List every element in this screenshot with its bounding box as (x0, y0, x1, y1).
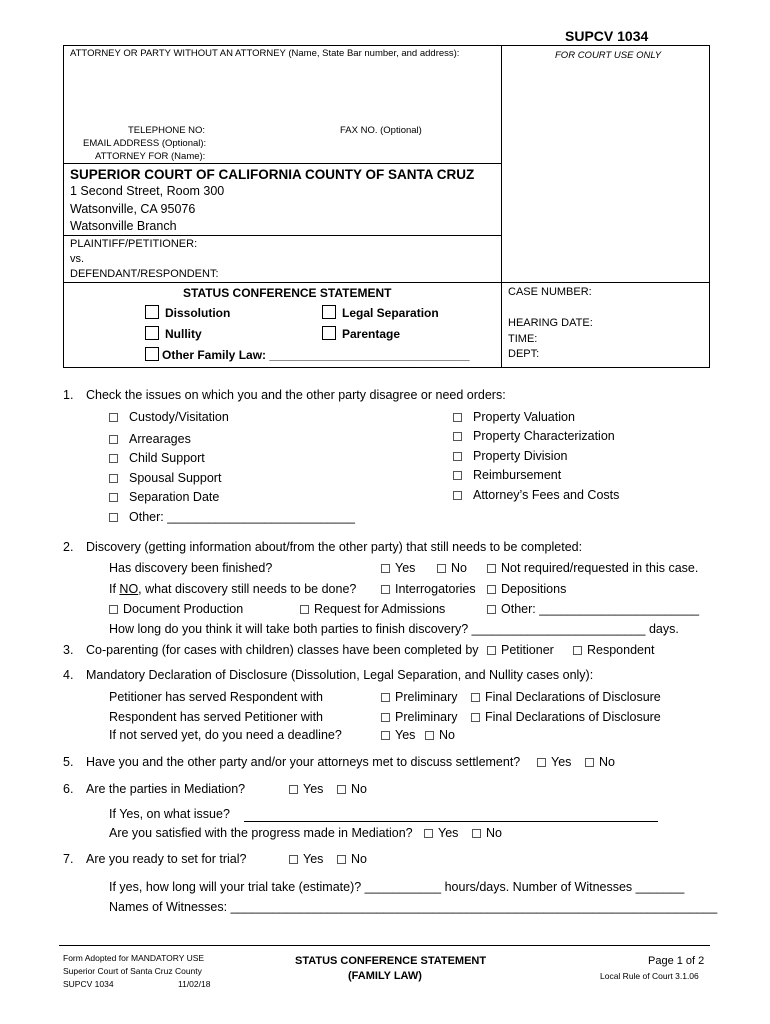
q4-resp-served: Respondent has served Petitioner with (109, 710, 324, 724)
no-label: No (351, 782, 367, 796)
checkbox-icon (487, 564, 496, 573)
no-label: No (599, 755, 615, 769)
checkbox-icon (289, 855, 298, 864)
frame-bottom (63, 367, 710, 368)
q4-number: 4. (63, 668, 74, 682)
footer-rule: Local Rule of Court 3.1.06 (600, 971, 699, 981)
parties-divider (63, 282, 710, 283)
q1-option-property-characterization[interactable] (453, 429, 615, 443)
checkbox-icon (537, 758, 546, 767)
q2-admissions[interactable] (300, 602, 445, 616)
q7-yes[interactable] (289, 852, 323, 866)
defendant-label: DEFENDANT/RESPONDENT: (70, 268, 219, 280)
q7-no[interactable] (337, 852, 367, 866)
q1-option-label: Attorney’s Fees and Costs (473, 488, 620, 502)
yes-label: Yes (551, 755, 572, 769)
q1-text: Check the issues on which you and the other party disagree or need orders: (86, 388, 506, 402)
checkbox-icon (337, 855, 346, 864)
court-branch: Watsonville Branch (70, 219, 177, 233)
checkbox-icon (471, 693, 480, 702)
checkbox-icon (381, 585, 390, 594)
q1-option-arrearages[interactable] (109, 432, 191, 446)
checkbox-icon (381, 564, 390, 573)
q3-number: 3. (63, 643, 74, 657)
yes-label: Yes (303, 852, 324, 866)
case-number-label[interactable]: CASE NUMBER: (508, 286, 592, 298)
frame-divider (501, 45, 502, 367)
q4-resp-final[interactable] (471, 710, 661, 724)
footer-form-id: SUPCV 1034 (63, 979, 114, 989)
no-label: No (351, 852, 367, 866)
footer-court: Superior Court of Santa Cruz County (63, 966, 202, 976)
dissolution-label: Dissolution (165, 306, 231, 320)
q1-option-property-division[interactable] (453, 449, 567, 463)
q6-issue-label: If Yes, on what issue? (109, 807, 230, 821)
checkbox-icon (453, 432, 462, 441)
court-use-label: FOR COURT USE ONLY (555, 50, 662, 61)
yes-label: Yes (438, 826, 459, 840)
legal-separation-label: Legal Separation (342, 306, 439, 320)
frame-top (63, 45, 710, 46)
checkbox-icon (487, 585, 496, 594)
checkbox-icon (487, 646, 496, 655)
q1-option-separation-date[interactable] (109, 490, 219, 504)
footer-divider (59, 945, 710, 946)
statement-title: STATUS CONFERENCE STATEMENT (183, 286, 392, 300)
checkbox-icon (300, 605, 309, 614)
q2-if-no-prefix: If (109, 582, 120, 596)
respondent-label: Respondent (587, 643, 655, 657)
final-label: Final Declarations of Disclosure (485, 690, 661, 704)
q5-text: Have you and the other party and/or your attorneys met to discuss settlement? (86, 755, 521, 769)
q5-number: 5. (63, 755, 74, 769)
preliminary-label: Preliminary (395, 690, 458, 704)
nullity-label: Nullity (165, 327, 202, 341)
q1-option-custody[interactable] (109, 410, 229, 424)
checkbox-icon (585, 758, 594, 767)
q4-pet-served: Petitioner has served Respondent with (109, 690, 324, 704)
q2-interrogatories[interactable] (381, 582, 476, 596)
q7-number: 7. (63, 852, 74, 866)
no-label: No (486, 826, 502, 840)
other-label: Other: _______________________ (501, 602, 700, 616)
form-id: SUPCV 1034 (565, 28, 649, 44)
parentage-label: Parentage (342, 327, 401, 341)
depositions-label: Depositions (501, 582, 567, 596)
checkbox-icon (381, 731, 390, 740)
q6-text: Are the parties in Mediation? (86, 782, 246, 796)
q6-no[interactable] (337, 782, 367, 796)
petitioner-label: Petitioner (501, 643, 554, 657)
q2-how-long[interactable]: How long do you think it will take both parties to finish discovery? _________________________ days. (109, 622, 679, 636)
checkbox-icon (109, 493, 118, 502)
q2-depositions[interactable] (487, 582, 566, 596)
q1-option-label: Property Valuation (473, 410, 575, 424)
dept-label[interactable]: DEPT: (508, 348, 540, 360)
q5-yes[interactable] (537, 755, 571, 769)
q4-deadline: If not served yet, do you need a deadline? (109, 728, 342, 742)
frame-left (63, 45, 64, 367)
q1-option-label: Child Support (129, 451, 205, 465)
email-label: EMAIL ADDRESS (Optional): (83, 138, 207, 149)
other-family-law-checkbox[interactable] (145, 347, 159, 361)
not-required-label: Not required/requested in this case. (501, 561, 699, 575)
q2-finished-label: Has discovery been finished? (109, 561, 273, 575)
q5-no[interactable] (585, 755, 615, 769)
q4-deadline-no[interactable] (425, 728, 455, 742)
checkbox-icon (437, 564, 446, 573)
q1-option-child-support[interactable] (109, 451, 205, 465)
checkbox-icon (487, 605, 496, 614)
q6-satisfied-yes[interactable] (424, 826, 458, 840)
q2-finished-no[interactable] (437, 561, 467, 575)
q4-pet-preliminary[interactable] (381, 690, 458, 704)
q2-text: Discovery (getting information about/from the other party) that still needs to be completed: (86, 540, 583, 554)
q1-option-label: Separation Date (129, 490, 220, 504)
no-label: No (439, 728, 455, 742)
checkbox-icon (109, 474, 118, 483)
attorney-header: ATTORNEY OR PARTY WITHOUT AN ATTORNEY (Name, State Bar number, and address): (70, 48, 460, 59)
nullity-checkbox[interactable] (145, 326, 159, 340)
telephone-label: TELEPHONE NO: (128, 125, 206, 136)
final-label: Final Declarations of Disclosure (485, 710, 661, 724)
q3-petitioner[interactable] (487, 643, 554, 657)
yes-label: Yes (395, 728, 416, 742)
frame-right (709, 45, 710, 367)
court-address2: Watsonville, CA 95076 (70, 202, 196, 216)
q6-yes[interactable] (289, 782, 323, 796)
footer-page: Page 1 of 2 (648, 955, 705, 967)
preliminary-label: Preliminary (395, 710, 458, 724)
checkbox-icon (109, 605, 118, 614)
q1-option-label: Arrearages (129, 432, 191, 446)
q1-option-label: Spousal Support (129, 471, 222, 485)
q1-number: 1. (63, 388, 74, 402)
checkbox-icon (471, 713, 480, 722)
time-label[interactable]: TIME: (508, 333, 538, 345)
q1-option-label: Property Division (473, 449, 568, 463)
q2-if-no-label (109, 582, 356, 596)
q2-document-production[interactable] (109, 602, 243, 616)
q1-option-spousal-support[interactable] (109, 471, 221, 485)
checkbox-icon (109, 454, 118, 463)
footer-date: 11/02/18 (178, 979, 211, 989)
checkbox-icon (109, 435, 118, 444)
court-divider (63, 235, 501, 236)
yes-label: Yes (303, 782, 324, 796)
q1-option-label: Other: ___________________________ (129, 510, 355, 524)
checkbox-icon (472, 829, 481, 838)
q2-not-required[interactable] (487, 561, 698, 575)
q1-option-reimbursement[interactable] (453, 468, 561, 482)
q6-satisfied-no[interactable] (472, 826, 502, 840)
footer-title: STATUS CONFERENCE STATEMENT (295, 955, 487, 967)
checkbox-icon (109, 413, 118, 422)
q2-number: 2. (63, 540, 74, 554)
attorney-divider (63, 163, 501, 164)
checkbox-icon (289, 785, 298, 794)
legal-separation-checkbox[interactable] (322, 305, 336, 319)
admissions-label: Request for Admissions (314, 602, 446, 616)
q6-satisfied-label: Are you satisfied with the progress made in Mediation? (109, 826, 413, 840)
checkbox-icon (425, 731, 434, 740)
q4-text: Mandatory Declaration of Disclosure (Dissolution, Legal Separation, and Nullity cases only): (86, 668, 594, 682)
checkbox-icon (109, 513, 118, 522)
checkbox-icon (453, 452, 462, 461)
checkbox-icon (453, 413, 462, 422)
court-name: SUPERIOR COURT OF CALIFORNIA COUNTY OF SANTA CRUZ (70, 167, 475, 182)
checkbox-icon (381, 713, 390, 722)
q1-option-label: Reimbursement (473, 468, 562, 482)
checkbox-icon (337, 785, 346, 794)
no-label: No (451, 561, 467, 575)
footer-adopted: Form Adopted for MANDATORY USE (63, 953, 205, 963)
checkbox-icon (381, 693, 390, 702)
checkbox-icon (573, 646, 582, 655)
q6-number: 6. (63, 782, 74, 796)
q4-pet-final[interactable] (471, 690, 661, 704)
attorney-for-label: ATTORNEY FOR (Name): (95, 151, 206, 162)
yes-label: Yes (395, 561, 416, 575)
q1-option-label: Property Characterization (473, 429, 615, 443)
document-production-label: Document Production (123, 602, 244, 616)
fax-label: FAX NO. (Optional) (340, 125, 422, 136)
q7-names[interactable]: Names of Witnesses: ______________________________________________________________________ (109, 900, 718, 914)
q2-finished-yes[interactable] (381, 561, 415, 575)
hearing-date-label[interactable]: HEARING DATE: (508, 317, 593, 329)
checkbox-icon (453, 471, 462, 480)
dissolution-checkbox[interactable] (145, 305, 159, 319)
q3-text: Co-parenting (for cases with children) classes have been completed by (86, 643, 479, 657)
q1-option-attorney-fees[interactable] (453, 488, 619, 502)
footer-subtitle: (FAMILY LAW) (348, 970, 422, 982)
q1-option-property-valuation[interactable] (453, 410, 575, 424)
interrogatories-label: Interrogatories (395, 582, 476, 596)
court-address1: 1 Second Street, Room 300 (70, 184, 225, 198)
q1-option-label: Custody/Visitation (129, 410, 229, 424)
q2-if-no-suffix: , what discovery still needs to be done? (138, 582, 357, 596)
q4-resp-preliminary[interactable] (381, 710, 458, 724)
q3-respondent[interactable] (573, 643, 654, 657)
other-family-law-label[interactable]: Other Family Law: ______________________________ (162, 348, 470, 362)
plaintiff-label: PLAINTIFF/PETITIONER: (70, 238, 198, 250)
q7-text: Are you ready to set for trial? (86, 852, 247, 866)
q1-option-other[interactable] (109, 510, 355, 524)
q6-issue-line[interactable] (244, 821, 658, 822)
vs-label: vs. (70, 253, 85, 265)
parentage-checkbox[interactable] (322, 326, 336, 340)
q7-how-long[interactable]: If yes, how long will your trial take (estimate)? ___________ hours/days. Number of Witnesses _______ (109, 880, 685, 894)
checkbox-icon (424, 829, 433, 838)
q4-deadline-yes[interactable] (381, 728, 415, 742)
checkbox-icon (453, 491, 462, 500)
q2-if-no-word: NO (119, 582, 139, 596)
q2-other[interactable] (487, 602, 699, 616)
